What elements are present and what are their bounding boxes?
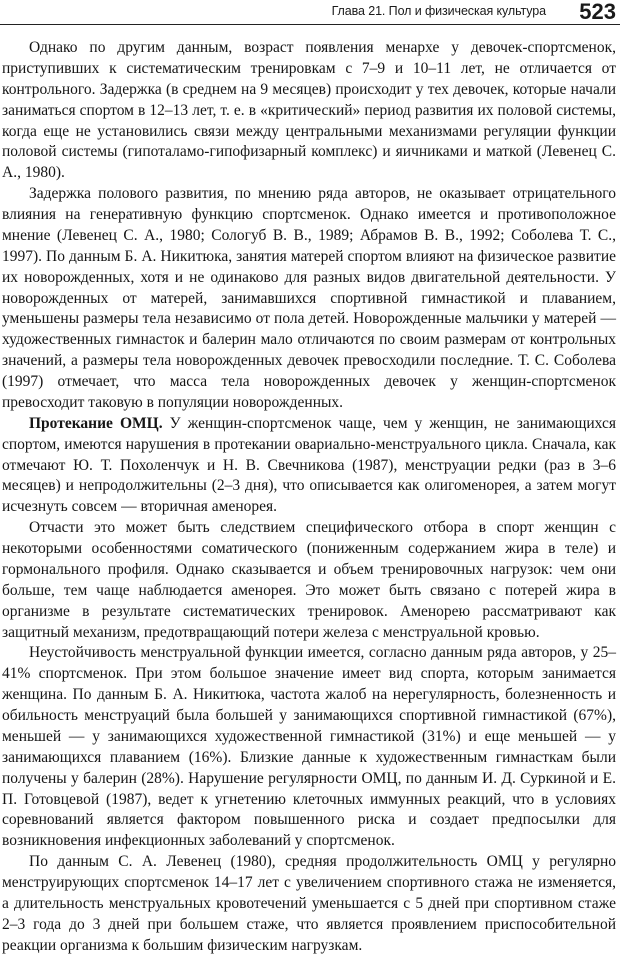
body-text: [2, 38, 616, 957]
paragraph: [2, 414, 616, 518]
paragraph-text: У женщин-спортсменок чаще, чем у женщин, не занимающихся спортом, имеются нарушения в протекании овариально-менструального цикла. Сначала, как отмечают Ю. Т. Похоленчук и Н. В. Свечникова (1987), менструации редки (раз в 3–6 месяцев) и непродолжительны (2–3 дня), что описывается как олигоменорея, а затем могут исчезнуть совсем — вторичная аменорея.: [2, 414, 616, 516]
paragraph-text: Однако по другим данным, возраст появления менархе у девочек-спортсменок, приступивших к систематическим тренировкам с 7–9 и 10–11 лет, не отличается от контрольного. Задержка (в среднем на 9 месяцев) происходит у тех девочек, которые начали заниматься спортом в 12–13 лет, т. е. в «критический» период развития их половой системы, когда еще не установились связи между центральными механизмами регуляции функции половой системы (гипоталамо-гипофизарный комплекс) и яичниками и маткой (Левенец С. А., 1980).: [2, 39, 616, 182]
paragraph: [2, 38, 616, 184]
page-number: 523: [579, 0, 616, 24]
running-title: Глава 21. Пол и физическая культура: [331, 4, 546, 18]
paragraph-text: Неустойчивость менструальной функции имеется, согласно данным ряда авторов, у 25–41% спортсменок. При этом большое значение имеет вид спорта, которым занимается женщина. По данным Б. А. Никитюка, частота жалоб на нерегулярность, болезненность и обильность менструаций была большей у занимающихся спортивной гимнастикой (67%), меньшей — у занимающихся художественной гимнастикой (31%) и еще меньшей — у занимающихся плаванием (16%). Близкие данные к художественным гимнасткам были получены у балерин (28%). Нарушение регулярности ОМЦ, по данным И. Д. Суркиной и Е. П. Готовцевой (1987), ведет к угнетению клеточных иммунных реакций, что в условиях соревнований является фактором повышенного риска и создает предпосылки для возникновения инфекционных заболеваний у спортсменок.: [2, 644, 616, 850]
paragraph-text: Задержка полового развития, по мнению ряда авторов, не оказывает отрицательного влияния на генеративную функцию спортсменок. Однако имеется и противоположное мнение (Левенец С. А., 1980; Сологуб В. В., 1989; Абрамов В. В., 1992; Соболева Т. С., 1997). По данным Б. А. Никитюка, занятия матерей спортом влияют на физическое развитие их новорожденных, хотя и не одинаково для разных видов двигательной деятельности. У новорожденных от матерей, занимавшихся спортивной гимнастикой и плаванием, уменьшены размеры тела независимо от пола детей. Новорожденные мальчики у матерей — художественных гимнасток и балерин мало отличаются по своим размерам от контрольных значений, а размеры тела новорожденных девочек превосходили последние. Т. С. Соболева (1997) отмечает, что масса тела новорожденных девочек у женщин-спортсменок превосходит таковую в популяции новорожденных.: [2, 185, 616, 411]
paragraph-text: По данным С. А. Левенец (1980), средняя продолжительность ОМЦ у регулярно менструирующих спортсменок 14–17 лет с увеличением спортивного стажа не изменяется, а длительность менструальных кровотечений уменьшается с 5 дней при спортивном стаже 2–3 года до 3 дней при большем стаже, что является проявлением приспособительной реакции организма к большим физическим нагрузкам.: [2, 853, 616, 954]
paragraph: [2, 852, 616, 956]
run-in-heading: Протекание ОМЦ.: [29, 414, 163, 432]
paragraph-text: Отчасти это может быть следствием специфического отбора в спорт женщин с некоторыми особенностями соматического (пониженным содержанием жира в теле) и гормонального профиля. Однако сказывается и объем тренировочных нагрузок: чем они больше, тем чаще наблюдается аменорея. Это может быть связано с потерей жира в организме в результате систематических тренировок. Аменорею рассматривают как защитный механизм, предотвращающий потери железа с менструальной кровью.: [2, 519, 616, 641]
page-header: [0, 0, 620, 25]
paragraph: [2, 643, 616, 852]
paragraph: [2, 184, 616, 414]
paragraph: [2, 518, 616, 643]
